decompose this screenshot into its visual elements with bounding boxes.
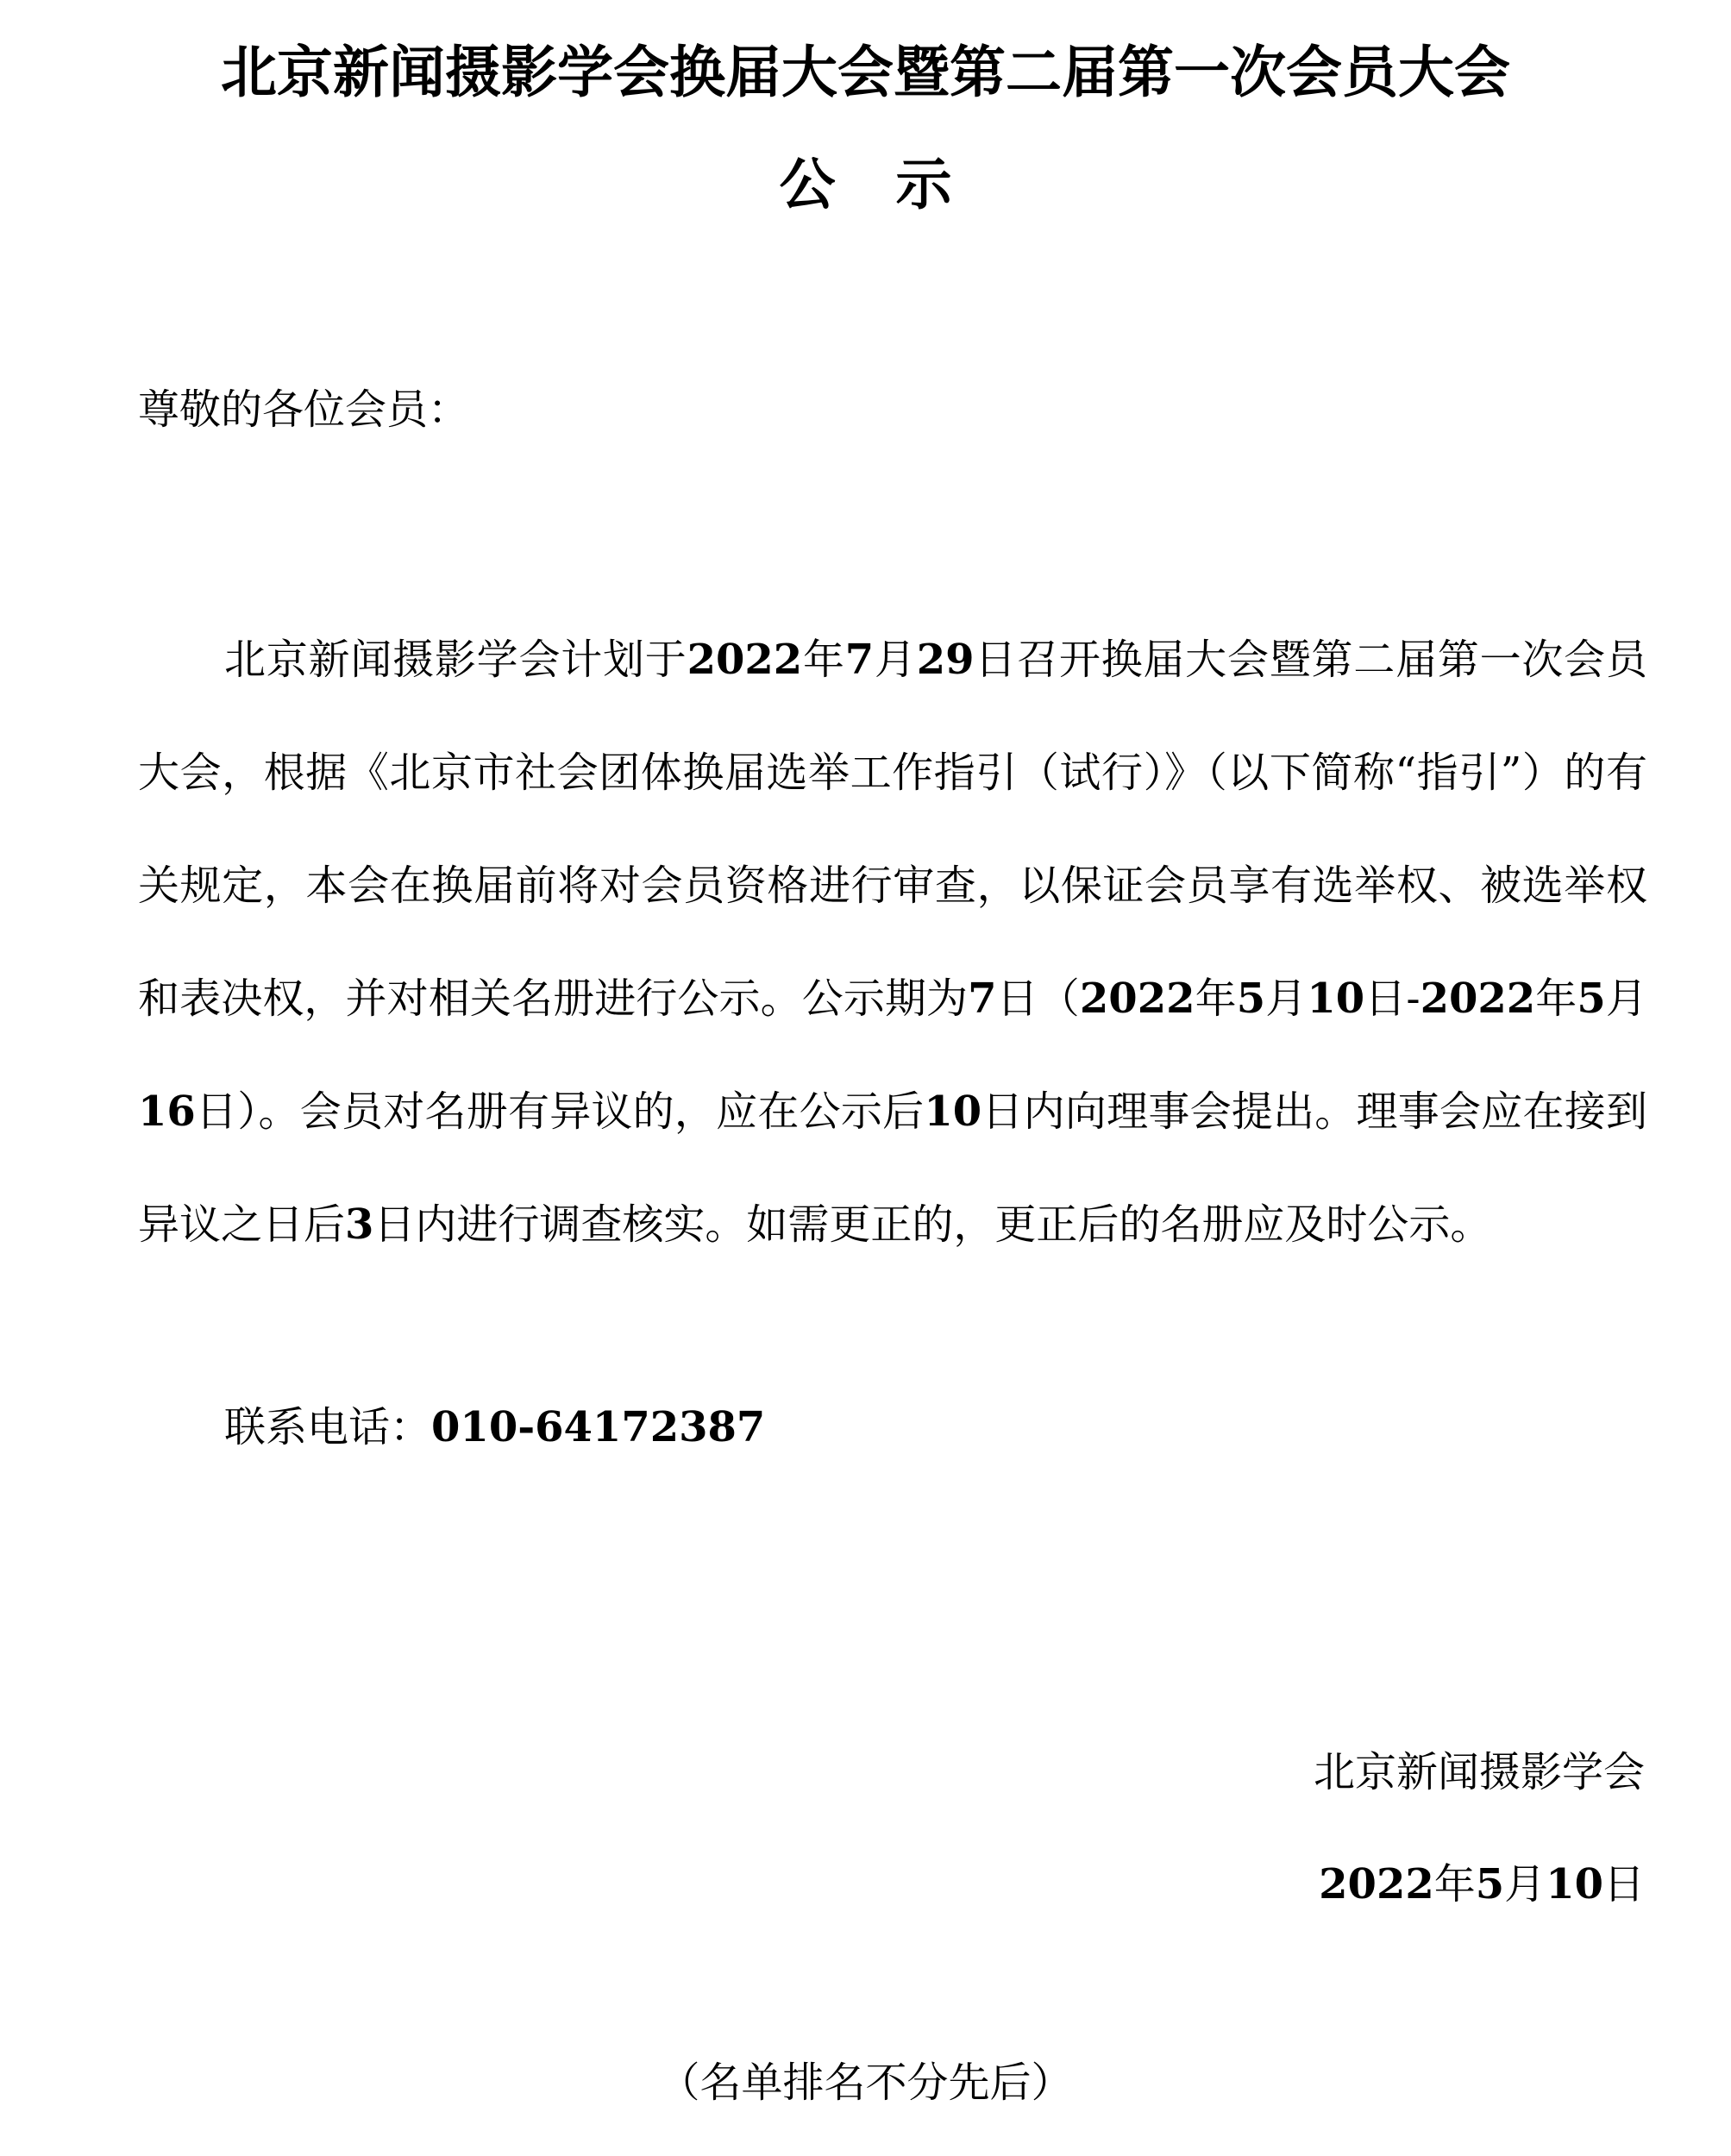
list-order-note: （名单排名不分先后）	[658, 2059, 1073, 2107]
contact-phone: 010-64172387	[431, 1403, 766, 1451]
contact-label: 联系电话：	[224, 1403, 432, 1451]
contact-line	[224, 1397, 765, 1457]
document-title: 北京新闻摄影学会换届大会暨第二届第一次会员大会	[220, 41, 1510, 105]
salutation: 尊敬的各位会员：	[138, 385, 470, 434]
body-paragraph: 北京新闻摄影学会计划于2022年7月29日召开换届大会暨第二届第一次会员大会，根据《北京市社会团体换届选举工作指引（试行）》（以下简称“指引”）的有关规定，本会在换届前将对会员资格进行审查，以保证会员享有选举权、被选举权和表决权，并对相关名册进行公示。公示期为7日（2022年5月10日-2022年5月16日）。会员对名册有异议的，应在公示后10日内向理事会提出。理事会应在接到异议之日后3日内进行调查核实。如需更正的，更正后的名册应及时公示。	[138, 636, 1647, 1249]
signature-date: 2022年5月10日	[1319, 1860, 1645, 1908]
signature-org: 北京新闻摄影学会	[1313, 1748, 1645, 1796]
document-subtitle: 公示	[779, 153, 1013, 217]
